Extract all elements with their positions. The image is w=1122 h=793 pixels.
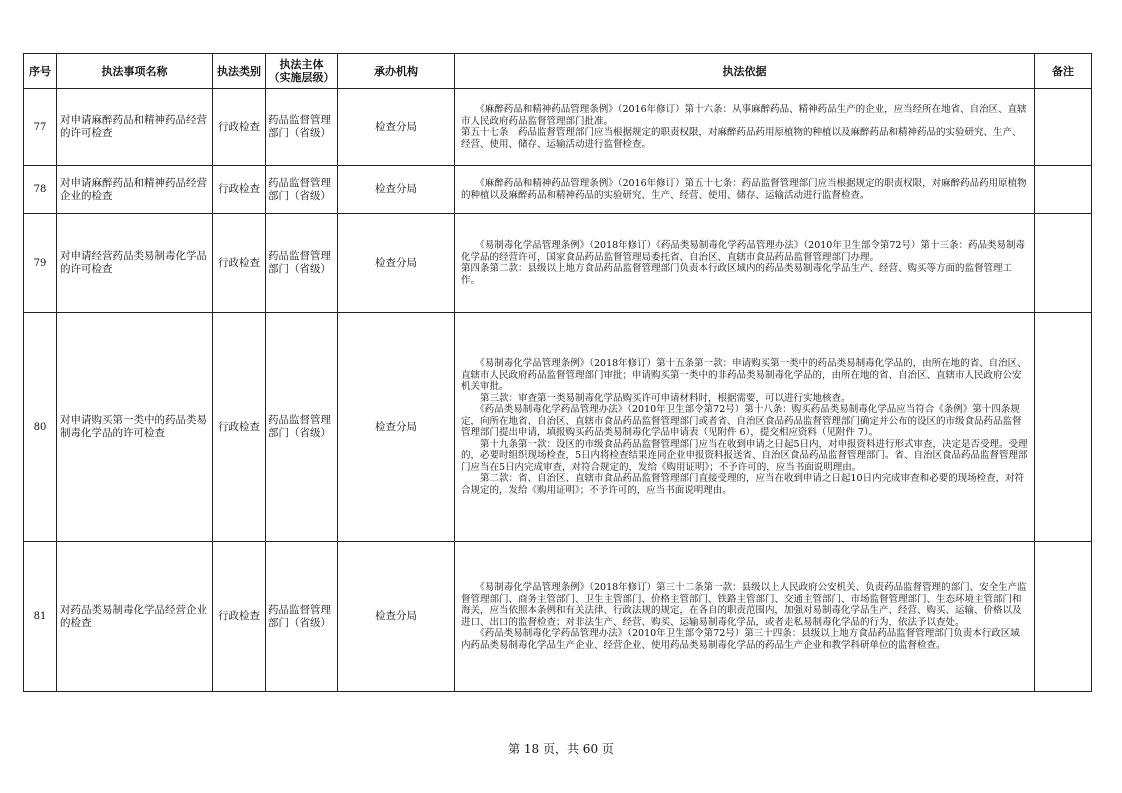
basis-paragraph: 《易制毒化学品管理条例》（2018年修订）第十五条第一款：申请购买第一类中的药品类易制毒化学品的，由所在地的省、自治区、直辖市人民政府药品监督管理部门审批；申请购买第一类中的非药品类易制毒化学品的，由所在地的省、自治区、直辖市人民政府公安机关审批。 [461, 358, 1027, 392]
enforcement-subject: 药品监督管理部门（省级） [266, 214, 338, 313]
header-subject-line1: 执法主体 [279, 58, 324, 71]
note [1035, 313, 1092, 542]
header-subject-line2: （实施层级） [268, 71, 335, 84]
handling-org: 检查分局 [338, 313, 455, 542]
header-note: 备注 [1035, 54, 1092, 89]
legal-basis [455, 313, 1035, 542]
basis-paragraph: 《药品类易制毒化学药品管理办法》（2010年卫生部令第72号）第三十四条：县级以上地方食品药品监督管理部门负责本行政区域内药品类易制毒化学品生产企业、经营企业、使用药品类易制毒化学品的药品生产企业和教学科研单位的监督检查。 [461, 628, 1020, 651]
basis-paragraph: 第十九条第一款：设区的市级食品药品监督管理部门应当在收到申请之日起5日内，对申报资料进行形式审查，决定是否受理。受理的，必要时组织现场检查，5日内将检查结果连同企业申报资料报送省、自治区食品药品监督管理部门。省、自治区食品药品监督管理部门应当在5日内完成审查，对符合规定的，发给《购用证明》；不予许可的，应当书面说明理由。 [461, 438, 1028, 473]
legal-basis [455, 542, 1035, 692]
item-name: 对申请购买第一类中的药品类易制毒化学品的许可检查 [57, 313, 213, 542]
basis-paragraph: 《麻醉药品和精神药品管理条例》（2016年修订）第五十七条：药品监督管理部门应当根据规定的职责权限，对麻醉药品药用原植物的种植以及麻醉药品和精神药品的实验研究、生产、经营、使用、储存、运输活动进行监督检查。 [461, 178, 1027, 201]
table-row [24, 89, 1092, 166]
note [1035, 89, 1092, 166]
row-number: 79 [24, 214, 57, 313]
enforcement-subject: 药品监督管理部门（省级） [266, 313, 338, 542]
basis-paragraph: 第四条第二款：县级以上地方食品药品监督管理部门负责本行政区域内的药品类易制毒化学品生产、经营、购买等方面的监督管理工作。 [461, 263, 1013, 286]
note [1035, 542, 1092, 692]
legal-basis [455, 89, 1035, 166]
legal-basis [455, 166, 1035, 214]
header-org: 承办机构 [338, 54, 455, 89]
enforcement-type: 行政检查 [213, 313, 266, 542]
table-row [24, 166, 1092, 214]
enforcement-subject: 药品监督管理部门（省级） [266, 89, 338, 166]
table-row [24, 313, 1092, 542]
basis-paragraph: 《麻醉药品和精神药品管理条例》（2016年修订）第十六条：从事麻醉药品、精神药品生产的企业，应当经所在地省、自治区、直辖市人民政府药品监督管理部门批准。 [461, 104, 1027, 127]
table-row [24, 542, 1092, 692]
basis-paragraph: 第二款：省、自治区、直辖市食品药品监督管理部门直接受理的，应当在收到申请之日起10日内完成审查和必要的现场检查，对符合规定的，发给《购用证明》；不予许可的，应当书面说明理由。 [461, 473, 1025, 496]
header-no: 序号 [24, 54, 57, 89]
enforcement-subject: 药品监督管理部门（省级） [266, 542, 338, 692]
enforcement-type: 行政检查 [213, 542, 266, 692]
note [1035, 214, 1092, 313]
row-number: 78 [24, 166, 57, 214]
note [1035, 166, 1092, 214]
table-row [24, 214, 1092, 313]
header-name: 执法事项名称 [57, 54, 213, 89]
basis-paragraph: 《易制毒化学品管理条例》（2018年修订）《药品类易制毒化学药品管理办法》（2010年卫生部令第72号）第十三条：药品类易制毒化学品的经营许可，国家食品药品监督管理局委托省、自治区、直辖市食品药品监督管理部门办理。 [461, 240, 1025, 263]
header-type: 执法类别 [213, 54, 266, 89]
header-basis: 执法依据 [455, 54, 1035, 89]
item-name: 对申请麻醉药品和精神药品经营的许可检查 [57, 89, 213, 166]
enforcement-table [23, 53, 1092, 692]
item-name: 对药品类易制毒化学品经营企业的检查 [57, 542, 213, 692]
item-name: 对申请经营药品类易制毒化学品的许可检查 [57, 214, 213, 313]
enforcement-type: 行政检查 [213, 214, 266, 313]
handling-org: 检查分局 [338, 214, 455, 313]
handling-org: 检查分局 [338, 89, 455, 166]
enforcement-type: 行政检查 [213, 166, 266, 214]
handling-org: 检查分局 [338, 542, 455, 692]
basis-paragraph: 《药品类易制毒化学药品管理办法》（2010年卫生部令第72号）第十八条：购买药品类易制毒化学品应当符合《条例》第十四条规定，向所在地省、自治区、直辖市食品药品监督管理部门或者省、自治区食品药品监督管理部门确定并公布的设区的市级食品药品监督管理部门提出申请，填报购买药品类易制毒化学品申请表（见附件 6），提交相应资料（见附件 7）。 [461, 404, 1022, 438]
handling-org: 检查分局 [338, 166, 455, 214]
enforcement-subject: 药品监督管理部门（省级） [266, 166, 338, 214]
item-name: 对申请麻醉药品和精神药品经营企业的检查 [57, 166, 213, 214]
header-row [24, 54, 1092, 89]
basis-paragraph: 第三款：审查第一类易制毒化学品购买许可申请材料时，根据需要，可以进行实地核查。 [461, 392, 851, 404]
row-number: 80 [24, 313, 57, 542]
basis-paragraph: 《易制毒化学品管理条例》（2018年修订）第三十二条第一款：县级以上人民政府公安机关、负责药品监督管理的部门、安全生产监督管理部门、商务主管部门、卫生主管部门、价格主管部门、铁路主管部门、交通主管部门、市场监督管理部门、生态环境主管部门和海关，应当依照本条例和有关法律、行政法规的规定，在各自的职责范围内，加强对易制毒化学品生产、经营、购买、运输、价格以及进口、出口的监督检查；对非法生产、经营、购买、运输易制毒化学品，或者走私易制毒化学品的行为，依法予以查处。 [461, 582, 1027, 628]
legal-basis [455, 214, 1035, 313]
page-footer: 第 18 页，共 60 页 [508, 742, 614, 756]
enforcement-type: 行政检查 [213, 89, 266, 166]
header-subject [266, 54, 338, 89]
basis-paragraph: 第五十七条 药品监督管理部门应当根据规定的职责权限，对麻醉药品药用原植物的种植以及麻醉药品和精神药品的实验研究、生产、经营、使用、储存、运输活动进行监督检查。 [461, 127, 1022, 150]
row-number: 77 [24, 89, 57, 166]
row-number: 81 [24, 542, 57, 692]
